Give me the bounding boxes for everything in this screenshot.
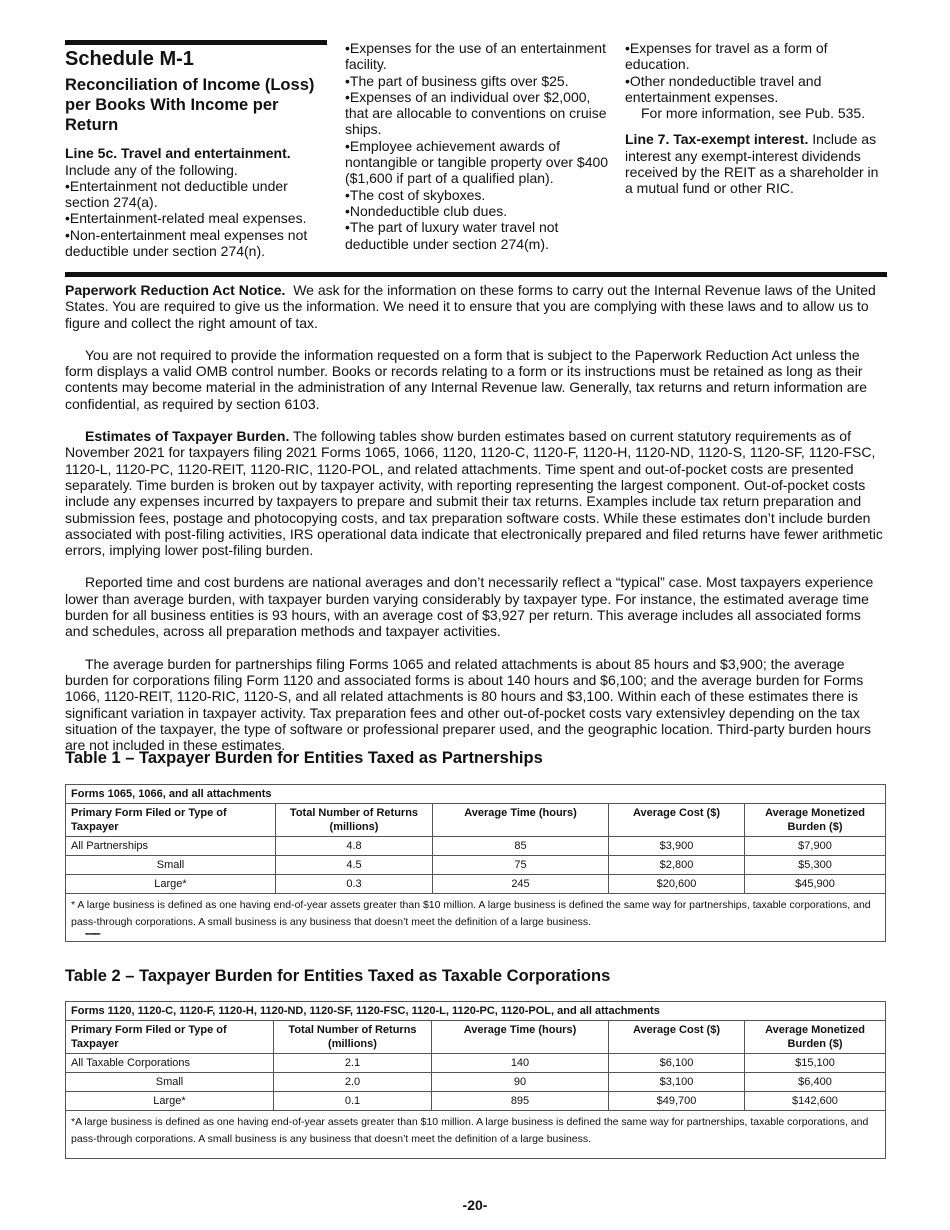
list-item: • Non-entertainment meal expenses not deductible under section 274(n).: [65, 227, 327, 260]
column-3: [625, 40, 887, 197]
section-subtitle: Reconciliation of Income (Loss) per Books With Income per Return: [65, 76, 315, 135]
cell: $2,800: [609, 856, 745, 875]
cell: 2.1: [274, 1054, 432, 1073]
table-footnote: *A large business is defined as one having end-of-year assets greater than $10 million. A large business is defined the same way for partnerships, taxable corporations, and pass-through corporations. A small business is any business that doesn’t meet the definition of a large business.: [66, 1111, 886, 1159]
column-header: Average Time (hours): [432, 1021, 609, 1054]
column-header: Total Number of Returns (millions): [276, 804, 433, 837]
column-1: [65, 40, 327, 259]
table2-title: Table 2 – Taxpayer Burden for Entities Taxed as Taxable Corporations: [65, 967, 611, 985]
paragraph-text: We ask for the information on these forms to carry out the Internal Revenue laws of the United States. You are required to give us the information. We need it to ensure that you are complying with these laws and to allow us to figure and collect the right amount of tax.: [65, 282, 876, 331]
table-row: [66, 1092, 886, 1111]
table-row: [66, 1054, 886, 1073]
cell: $20,600: [609, 875, 745, 894]
paragraph: [65, 428, 887, 558]
cell: 0.3: [276, 875, 433, 894]
column-header: Primary Form Filed or Type of Taxpayer: [66, 1021, 274, 1054]
table-row: [66, 856, 886, 875]
line7-text: Include as interest any exempt-interest dividends received by the REIT as a shareholder in a mutual fund or other RIC.: [625, 131, 879, 197]
cell: 75: [433, 856, 609, 875]
table-row: [66, 1073, 886, 1092]
list-item: • Nondeductible club dues.: [345, 203, 610, 219]
table-caption: Forms 1065, 1066, and all attachments: [66, 785, 886, 804]
section-title: Schedule M-1: [65, 48, 194, 70]
cell: All Partnerships: [66, 837, 276, 856]
paragraph: [65, 282, 887, 331]
table1-title: Table 1 – Taxpayer Burden for Entities Taxed as Partnerships: [65, 749, 543, 767]
list-item: • Entertainment not deductible under section 274(a).: [65, 178, 327, 211]
line5c-heading: Line 5c. Travel and entertainment.: [65, 145, 291, 162]
cell: 140: [432, 1054, 609, 1073]
paragraph: You are not required to provide the information requested on a form that is subject to the Paperwork Reduction Act unless the form displays a valid OMB control number. Books or records relating to a form or its instructions must be retained as long as their contents may become material in the administration of any Internal Revenue law. Generally, tax returns and return information are confidential, as required by section 6103.: [65, 346, 868, 412]
cell: 895: [432, 1092, 609, 1111]
column-header: Average Cost ($): [609, 1021, 745, 1054]
cell: 85: [433, 837, 609, 856]
list-item: • Entertainment-related meal expenses.: [65, 210, 327, 226]
column-2: [345, 40, 610, 252]
paragraph: The average burden for partnerships filing Forms 1065 and related attachments is about 85 hours and $3,900; the average burden for corporations filing Form 1120 and associated forms is about 140 hours and $6,100; and the average burden for Forms 1066, 1120-REIT, 1120-RIC, 1120-S, and all related attachments is 80 hours and $3,100. Within each of these estimates there is significant variation in taxpayer activity. Tax preparation fees and other out-of-pocket costs vary extensivley depending on the tax situation of the taxpayer, the type of software or professional preparer used, and the geographic location. Third-party burden hours are not included in these estimates.: [65, 655, 872, 754]
cell: 90: [432, 1073, 609, 1092]
column-header: Average Monetized Burden ($): [745, 1021, 886, 1054]
cell: $6,100: [609, 1054, 745, 1073]
table-row: [66, 875, 886, 894]
list-item: • Employee achievement awards of nontangible or tangible property over $400 ($1,600 if part of a qualified plan).: [345, 138, 610, 187]
column-header: Average Time (hours): [433, 804, 609, 837]
cell: 4.5: [276, 856, 433, 875]
cell: 2.0: [274, 1073, 432, 1092]
burden-heading: Estimates of Taxpayer Burden.: [85, 428, 290, 445]
cell: 4.8: [276, 837, 433, 856]
cell: $15,100: [745, 1054, 886, 1073]
line7-heading: Line 7. Tax-exempt interest.: [625, 131, 809, 148]
stray-mark: '''''''''''''''''''''''''''': [85, 932, 100, 941]
more-info: For more information, see Pub. 535.: [641, 105, 866, 122]
cell: $7,900: [745, 837, 886, 856]
list-item: • Expenses of an individual over $2,000, that are allocable to conventions on cruise ships.: [345, 89, 610, 138]
cell: $5,300: [745, 856, 886, 875]
paperwork-section: [65, 272, 887, 769]
line7-paragraph: [625, 131, 887, 196]
table-caption: Forms 1120, 1120-C, 1120-F, 1120-H, 1120-ND, 1120-SF, 1120-FSC, 1120-L, 1120-PC, 1120-POL, and all attachments: [66, 1002, 886, 1021]
page-number: -20-: [462, 1197, 488, 1213]
paragraph: Reported time and cost burdens are national averages and don’t necessarily reflect a “typical” case. Most taxpayers experience lower than average burden, with taxpayer burden varying considerably by taxpayer type. For instance, the estimated average time burden for all business entities is 93 hours, with an average cost of $3,927 per return. This average includes all associated forms and schedules, across all preparation methods and taxpayer activities.: [65, 574, 874, 640]
list-item: • Expenses for the use of an entertainment facility.: [345, 40, 610, 73]
cell: 0.1: [274, 1092, 432, 1111]
list-item: • Other nondeductible travel and entertainment expenses.: [625, 73, 887, 106]
table2: [65, 1001, 886, 1159]
table-row: [66, 837, 886, 856]
cell: $49,700: [609, 1092, 745, 1111]
column-header: Average Cost ($): [609, 804, 745, 837]
cell: Large*: [66, 875, 276, 894]
list-item: • Expenses for travel as a form of education.: [625, 40, 887, 73]
column-header: Primary Form Filed or Type of Taxpayer: [66, 804, 276, 837]
cell: Small: [66, 856, 276, 875]
cell: Large*: [66, 1092, 274, 1111]
cell: $3,100: [609, 1073, 745, 1092]
paragraph-text: The following tables show burden estimates based on current statutory requirements as of November 2021 for taxpayers filing 2021 Forms 1065, 1066, 1120, 1120-C, 1120-F, 1120-H, 1120-ND, 1120-S, 1120-SF, 1120-FSC, 1120-L, 1120-PC, 1120-REIT, 1120-RIC, 1120-POL, and related attachments. Time spent and out-of-pocket costs are presented separately. Time burden is broken out by taxpayer activity, with reporting representing the largest component. Out-of-pocket costs include any expenses incurred by taxpayers to prepare and submit their tax returns. Examples include tax return preparation and submission fees, postage and photocopying costs, and tax preparation software costs. While these estimates don’t include burden associated with post-filing activities, IRS operational data indicate that electronically prepared and filed returns have fewer arithmetic errors, implying lower post-filing burden.: [65, 428, 883, 559]
cell: $45,900: [745, 875, 886, 894]
column-header: Total Number of Returns (millions): [274, 1021, 432, 1054]
line5c-intro: Include any of the following.: [65, 161, 238, 178]
table-footnote: * A large business is defined as one having end-of-year assets greater than $10 million. A large business is defined the same way for partnerships, taxable corporations, and pass-through corporations. A small business is any business that doesn’t meet the definition of a large business.: [66, 894, 886, 942]
cell: $142,600: [745, 1092, 886, 1111]
cell: $6,400: [745, 1073, 886, 1092]
cell: $3,900: [609, 837, 745, 856]
list-item: • The part of luxury water travel not deductible under section 274(m).: [345, 219, 610, 252]
cell: 245: [433, 875, 609, 894]
cell: Small: [66, 1073, 274, 1092]
list-item: • The cost of skyboxes.: [345, 187, 610, 203]
column-header: Average Monetized Burden ($): [745, 804, 886, 837]
cell: All Taxable Corporations: [66, 1054, 274, 1073]
table1: [65, 784, 886, 942]
list-item: • The part of business gifts over $25.: [345, 73, 610, 89]
paperwork-heading: Paperwork Reduction Act Notice.: [65, 282, 286, 298]
